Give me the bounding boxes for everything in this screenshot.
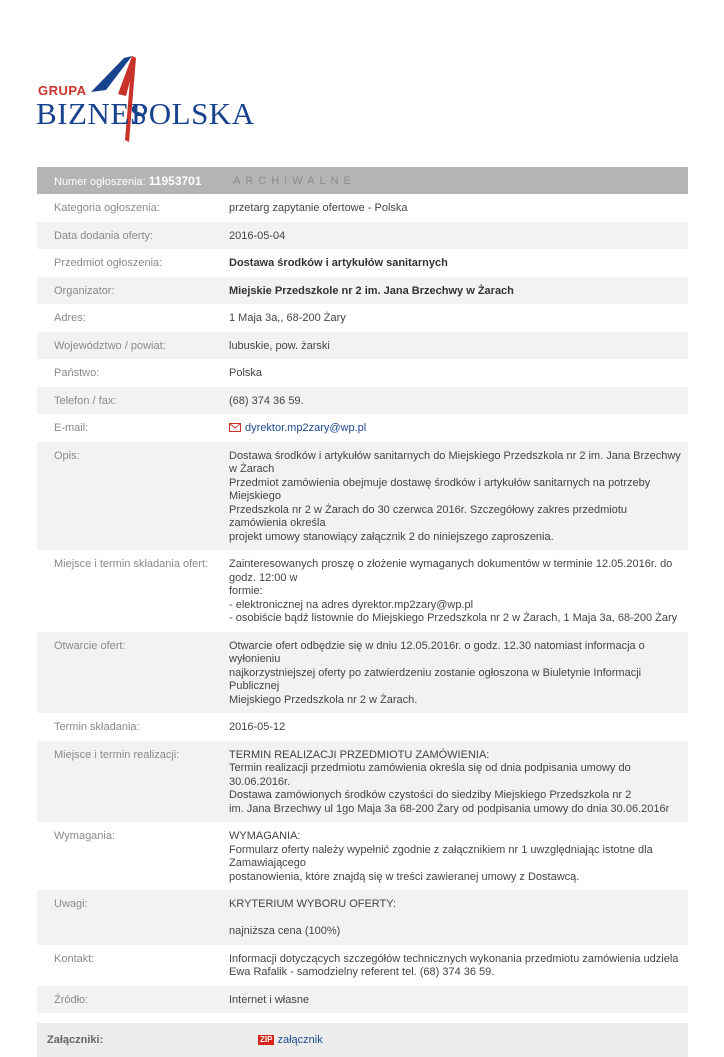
details-list (37, 194, 688, 1013)
table-row (37, 194, 688, 222)
table-row (37, 890, 688, 945)
row-value (229, 822, 688, 890)
row-label: Kategoria ogłoszenia: (54, 202, 160, 214)
row-label: Opis: (54, 449, 80, 462)
announcement-number-value: 11953701 (148, 173, 202, 188)
logo-grupa: GRUPA (38, 83, 87, 98)
row-label: Otwarcie ofert: (54, 639, 126, 652)
row-value-text: przetarg zapytanie ofertowe - Polska (229, 202, 408, 214)
row-value (229, 632, 688, 714)
row-value-text: TERMIN REALIZACJI PRZEDMIOTU ZAMÓWIENIA: Termin realizacji przedmiotu zamówienia określa się od dnia podpisania umowy do 30.06.2016r. Dostawa zamówionych środków czystości do siedziby Miejskiego Przedszkola nr 2 im. Jana Brzechwy ul 1go Maja 3a 68-200 Żary od podpisania umowy do dnia 30.06.2016r (229, 748, 670, 815)
row-value-text: WYMAGANIA: Formularz oferty należy wypełnić zgodnie z załącznikiem nr 1 uwzględniając istotne dla Zamawiającego postanowienia, które znajdą się w treści zawieranej umowy z Dostawcą. (229, 830, 653, 883)
row-label: Termin składania: (54, 721, 140, 733)
table-row (37, 741, 688, 823)
email-link[interactable] (229, 422, 366, 434)
row-label: Telefon / fax: (54, 394, 117, 407)
row-value (229, 713, 688, 741)
row-value-text: (68) 374 36 59. (229, 394, 304, 407)
attachment-link[interactable] (258, 1034, 323, 1046)
logo-polska: POLSKA (131, 96, 255, 131)
row-value-text: Miejskie Przedszkole nr 2 im. Jana Brzechwy w Żarach (229, 284, 514, 297)
row-value-text: Internet i własne (229, 993, 310, 1006)
table-row (37, 414, 688, 442)
row-label: Organizator: (54, 284, 115, 297)
row-label: Adres: (54, 312, 86, 324)
row-value (229, 359, 688, 387)
row-value-email (229, 414, 688, 442)
row-value (229, 332, 688, 360)
row-value-text: Zainteresowanych proszę o złożenie wymaganych dokumentów w terminie 12.05.2016r. do godz. 12:00 w formie: - elektronicznej na adres dyrektor.mp2zary@wp.pl - osobiście bądź listownie do Miejskiego Przedszkola nr 2 w Żarach, 1 Maja 3a, 68-200 Żary (229, 558, 678, 624)
row-value (229, 890, 688, 945)
table-row (37, 277, 688, 305)
zip-icon: ZIP (260, 1035, 273, 1044)
row-label: Miejsce i termin składania ofert: (54, 558, 209, 570)
row-value (229, 222, 688, 250)
row-label: Państwo: (54, 367, 100, 379)
row-label: Kontakt: (54, 952, 95, 965)
attachments-label: Załączniki: (47, 1034, 104, 1046)
email-text: dyrektor.mp2zary@wp.pl (245, 422, 367, 434)
row-value (229, 945, 688, 986)
table-row (37, 222, 688, 250)
row-value (229, 304, 688, 332)
row-value (229, 277, 688, 305)
row-value (229, 194, 688, 222)
row-value-text: lubuskie, pow. żarski (229, 339, 330, 352)
row-value-text: KRYTERIUM WYBORU OFERTY: najniższa cena (100%) (229, 898, 397, 937)
table-row (37, 387, 688, 415)
table-row (37, 986, 688, 1014)
row-label: Źródło: (54, 993, 89, 1006)
table-row (37, 359, 688, 387)
table-row (37, 304, 688, 332)
table-row (37, 822, 688, 890)
announcement-number-label: Numer ogłoszenia: (54, 175, 146, 188)
table-row (37, 442, 688, 551)
logo (36, 50, 255, 150)
announcement-number (37, 174, 233, 188)
announcement-table (37, 167, 688, 1057)
table-row (37, 945, 688, 986)
table-row (37, 713, 688, 741)
row-value-text: Dostawa środków i artykułów sanitarnych (229, 257, 448, 269)
row-label: Uwagi: (54, 898, 88, 910)
archive-status: ARCHIWALNE (233, 174, 356, 187)
table-row (37, 332, 688, 360)
row-value-text: 1 Maja 3a,, 68-200 Żary (229, 312, 346, 324)
announcement-header (37, 167, 688, 194)
row-label: E-mail: (54, 422, 89, 434)
attachment-link-text: załącznik (277, 1034, 323, 1046)
row-label: Data dodania oferty: (54, 229, 154, 242)
table-row (37, 550, 688, 632)
table-row (37, 632, 688, 714)
row-label: Województwo / powiat: (54, 339, 166, 352)
row-label: Przedmiot ogłoszenia: (54, 257, 163, 269)
table-row (37, 249, 688, 277)
row-value (229, 986, 688, 1014)
attachments-row (37, 1023, 688, 1057)
row-value (229, 550, 688, 632)
row-value-text: 2016-05-12 (229, 721, 286, 733)
row-value-text: Informacji dotyczących szczegółów technicznych wykonania przedmiotu zamówienia udziela Ewa Rafalik - samodzielny referent tel. (68) 374 36 59. (229, 952, 679, 978)
envelope-icon (229, 423, 241, 432)
row-value-text: Polska (229, 367, 263, 379)
logo-biznes: BIZNES (36, 96, 148, 131)
row-value-text: Otwarcie ofert odbędzie się w dniu 12.05.2016r. o godz. 12.30 natomiast informacja o wyłonieniu najkorzystniejszej oferty po zatwierdzeniu zostanie ogłoszona w Biuletynie Informacji Publicznej Miejskiego Przedszkola nr 2 w Żarach. (229, 639, 645, 706)
row-value (229, 249, 688, 277)
row-value-text: 2016-05-04 (229, 229, 286, 242)
row-value (229, 387, 688, 415)
row-value (229, 741, 688, 823)
row-value (229, 442, 688, 551)
row-value-text: Dostawa środków i artykułów sanitarnych do Miejskiego Przedszkola nr 2 im. Jana Brzechwy w Żarach Przedmiot zamówienia obejmuje dostawę środków i artykułów sanitarnych na potrzeby Miejskiego Przedszkola nr 2 w Żarach do 30 czerwca 2016r. Szczegółowy zakres przedmiotu zamówienia określa projekt umowy stanowiący załącznik 2 do niniejszego zaproszenia. (229, 449, 681, 543)
row-label: Miejsce i termin realizacji: (54, 748, 180, 761)
row-label: Wymagania: (54, 830, 116, 842)
